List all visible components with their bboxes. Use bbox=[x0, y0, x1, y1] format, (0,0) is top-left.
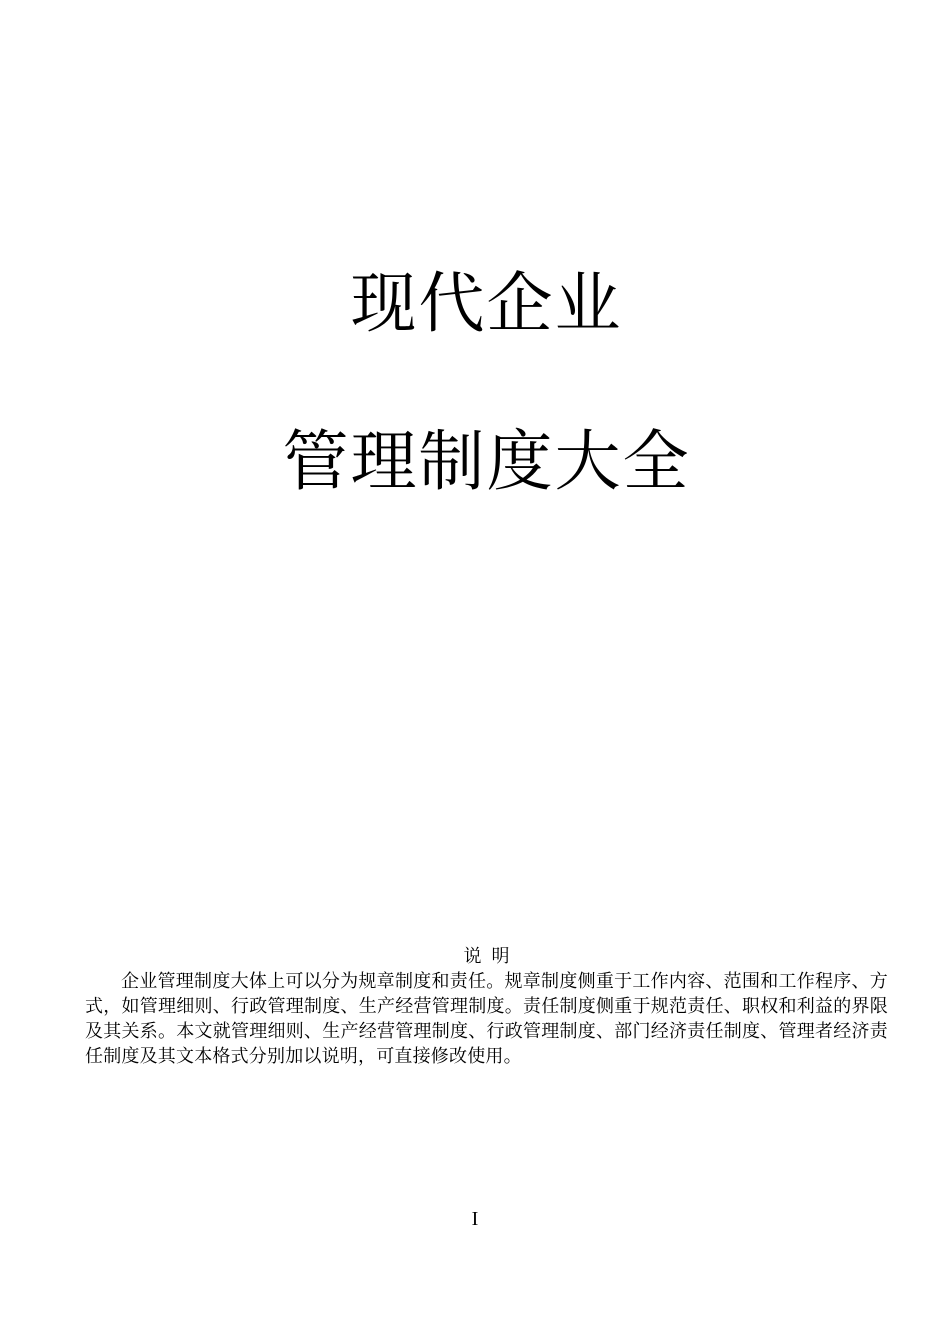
doc-title-line-1: 现代企业 bbox=[350, 268, 623, 341]
note-heading: 说 明 bbox=[463, 946, 510, 966]
doc-title-line-2: 管理制度大全 bbox=[282, 426, 691, 499]
page-number: I bbox=[471, 1208, 479, 1230]
note-paragraph: 企业管理制度大体上可以分为规章制度和责任。规章制度侧重于工作内容、范围和工作程序、方式，如管理细则、行政管理制度、生产经营管理制度。责任制度侧重于规范责任、职权和利益的界限及其关系。本文就管理细则、生产经营管理制度、行政管理制度、部门经济责任制度、管理者经济责任制度及其文本格式分别加以说明，可直接修改使用。 bbox=[85, 971, 888, 1066]
